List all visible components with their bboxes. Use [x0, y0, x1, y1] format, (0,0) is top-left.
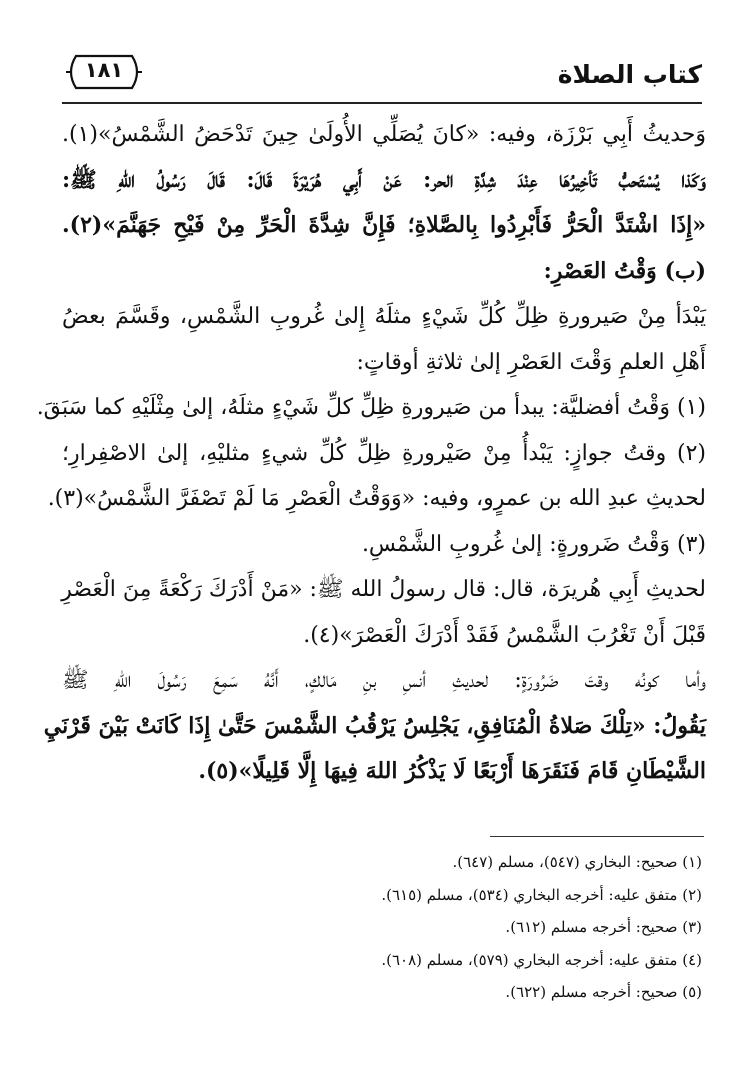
text-line: الشَّيْطَانِ قَامَ فَنَقَرَهَا أَرْبَعًا لَا يَذْكُرُ اللهَ فِيهَا إِلَّا قَلِيلًا»(٥).	[198, 758, 706, 784]
text-line: (١) وَقْتُ أفضليَّة: يبدأ من صَيرورةِ ظِلِّ كلِّ شَيْءٍ مثلَهُ، إلىٰ مِثْلَيْهِ كما سَبَقَ.	[36, 395, 706, 420]
footnote: (٣) صحيح: أخرجه مسلم (٦١٢).	[505, 918, 702, 936]
footnote-divider	[490, 836, 704, 837]
text-line: «إِذَا اشْتَدَّ الْحَرُّ فَأَبْرِدُوا بِالصَّلاةِ؛ فَإِنَّ شِدَّةَ الْحَرِّ مِنْ فَيْحِ جَهَنَّمَ»(٢).	[62, 212, 706, 238]
main-text	[36, 112, 706, 795]
text-line: لحديثِ أَبِي هُريرَة، قال: قال رسولُ الله ﷺ: «مَنْ أَدْرَكَ رَكْعَةً مِنَ الْعَصْرِ	[61, 577, 706, 602]
header-divider	[62, 102, 702, 104]
section-heading: (ب) وَقْتُ العَصْرِ:	[543, 257, 706, 284]
footnote: (١) صحيح: البخاري (٥٤٧)، مسلم (٦٤٧).	[452, 853, 702, 871]
page-number: ١٨١	[84, 58, 124, 82]
page-number-badge	[62, 52, 146, 92]
text-line: أَهْلِ العلمِ وَقْتَ العَصْرِ إلىٰ ثلاثةِ أوقاتٍ:	[356, 349, 706, 375]
text-line: (٢) وقتُ جوازٍ: يَبْدأُ مِنْ صَيْرورةِ ظِلِّ كُلِّ شيءٍ مثليْهِ، إلىٰ الاصْفِرارِ؛	[62, 440, 706, 466]
text-line: لحديثِ عبدِ الله بن عمرٍو، وفيه: «وَوَقْتُ الْعَصْرِ مَا لَمْ تَصْفَرَّ الشَّمْسُ»(٣).	[47, 486, 706, 511]
chapter-title: كتاب الصلاة	[557, 60, 702, 89]
text-line: يَبْدَأ مِنْ صَيرورةِ ظِلِّ كُلِّ شَيْءٍ مثلَهُ إِلىٰ غُروبِ الشَّمْسِ، وقَسَّمَ بعضُ	[62, 304, 706, 329]
text-line: (٣) وَقْتُ ضَرورةٍ: إلىٰ غُروبِ الشَّمْسِ.	[361, 531, 706, 557]
footnotes	[62, 846, 702, 1009]
text-line: وَحديثُ أَبِي بَرْزَة، وفيه: «كانَ يُصَلِّي الأُولَىٰ حِينَ تَدْحَضُ الشَّمْسُ»(١).	[62, 122, 706, 147]
footnote: (٥) صحيح: أخرجه مسلم (٦٢٢).	[505, 983, 702, 1001]
text-line: يَقُولُ: «تِلْكَ صَلاةُ الْمُنَافِقِ، يَجْلِسُ يَرْقُبُ الشَّمْسَ حَتَّىٰ إِذَا كَانَتْ بَيْنَ قَرْنَيِ	[43, 712, 706, 739]
footnote: (٢) متفق عليه: أخرجه البخاري (٥٣٤)، مسلم (٦١٥).	[381, 885, 702, 904]
page-header	[62, 52, 702, 98]
text-line: قَبْلَ أَنْ تَغْرُبَ الشَّمْسُ فَقَدْ أَدْرَكَ الْعَصْرَ»(٤).	[303, 622, 706, 648]
footnote: (٤) متفق عليه: أخرجه البخاري (٥٧٩)، مسلم (٦٠٨).	[381, 950, 702, 969]
text-line: وَكَذا يُسْتَحبُّ تَأخِيرُهَا عِنْدَ شِدَّةِ الحر: عَنْ أَبِي هُرَيْرَةَ قَالَ: قَالَ رَسُولُ اللهِ ﷺ:	[62, 166, 706, 193]
text-line: وأما كونُه وقتَ ضَرُورَةٍ: لحديثِ أنسِ بنِ مَالكٍ، أَنَّهُ سَمِعَ رَسُولَ اللهِ ﷺ	[62, 668, 706, 693]
